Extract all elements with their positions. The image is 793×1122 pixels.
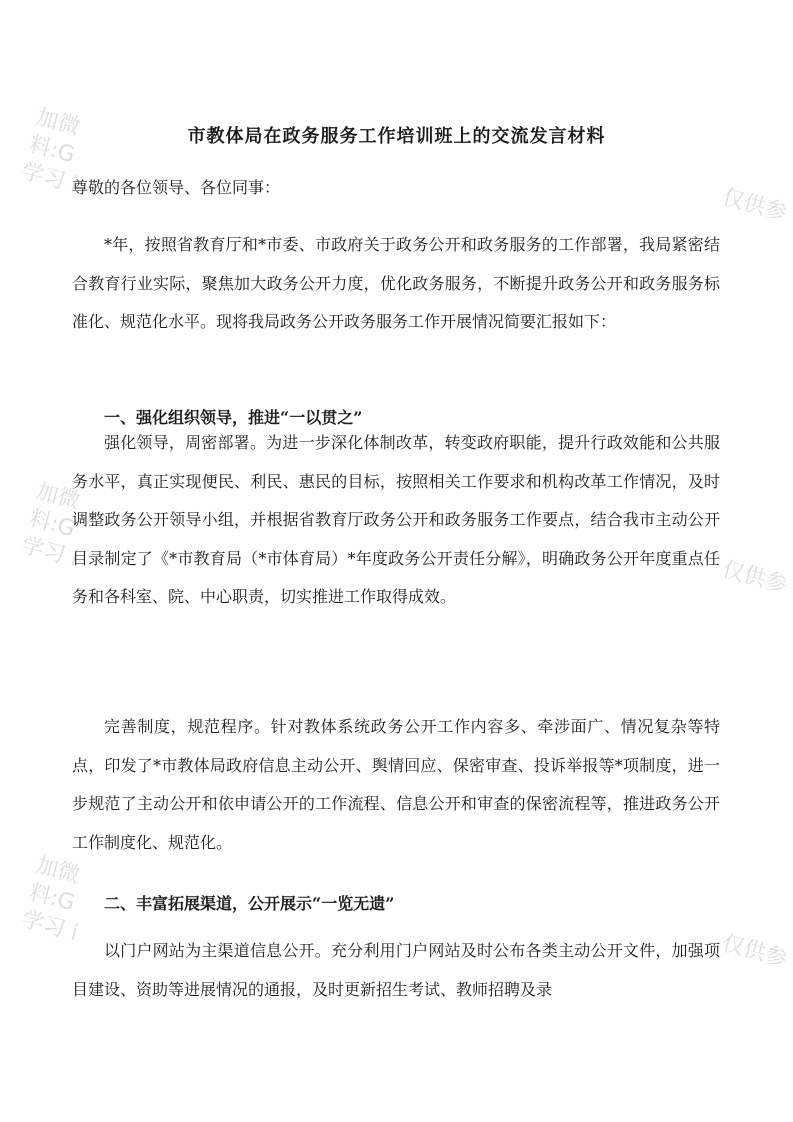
salutation: 尊敬的各位领导、各位同事： [72,178,281,197]
watermark-text: 加微 [33,478,83,515]
paragraph-portal: 以门户网站为主渠道信息公开。充分利用门户网站及时公布各类主动公开文件，加强项目建设、资助等进展情况的通报，及时更新招生考试、教师招聘及录 [72,941,720,999]
watermark-right-2 [719,556,790,600]
watermark-text: 料:G [26,506,78,543]
watermark-right-3 [719,930,790,974]
paragraph-leadership: 强化领导，周密部署。为进一步深化体制改革，转变政府职能，提升行政效能和公共服务水平，真正实现便民、利民、惠民的目标，按照相关工作要求和机构改革工作情况，及时调整政务公开领导小组，并根据省教育厅政务公开和政务服务工作要点，结合我市主动公开目录制定了《*市教育局（*市体育局）*年度政务公开责任分解》，明确政务公开年度重点任务和各科室、院、中心职责，切实推进工作取得成效。 [72,433,720,606]
document-title: 市教体局在政务服务工作培训班上的交流发言材料 [187,126,606,147]
watermark-right-1 [719,184,790,228]
paragraph-systems: 完善制度，规范程序。针对教体系统政务公开工作内容多、牵涉面广、情况复杂等特点，印发了*市教体局政府信息主动公开、舆情回应、保密审查、投诉举报等*项制度，进一步规范了主动公开和依申请公开的工作流程、信息公开和审查的保密流程等，推进政务公开工作制度化、规范化。 [72,717,720,852]
watermark-text: 仅供参 [719,184,790,227]
watermark-text: 学习 i [18,907,81,946]
paragraph-intro: *年，按照省教育厅和*市委、市政府关于政务公开和政务服务的工作部署，我局紧密结合教育行业实际，聚焦加大政务公开力度，优化政务服务，不断提升政务公开和政务服务标准化、规范化水平。现将我局政务公开政务服务工作开展情况简要汇报如下： [72,235,720,331]
watermark-text: 仅供参 [719,930,790,973]
watermark-text: 加微 [33,852,83,889]
watermark-text: 料:G [26,880,78,917]
watermark-text: 学习 i [18,533,81,572]
watermark-text: 加微 [33,104,83,141]
watermark-text: 料:G [26,132,78,169]
section-heading-1: 一、强化组织领导，推进“一以贯之” [104,408,363,427]
watermark-text: 仅供参 [719,556,790,599]
watermark-text: 学习 i [18,159,81,198]
section-heading-2: 二、丰富拓展渠道，公开展示“一览无遗” [104,894,395,913]
